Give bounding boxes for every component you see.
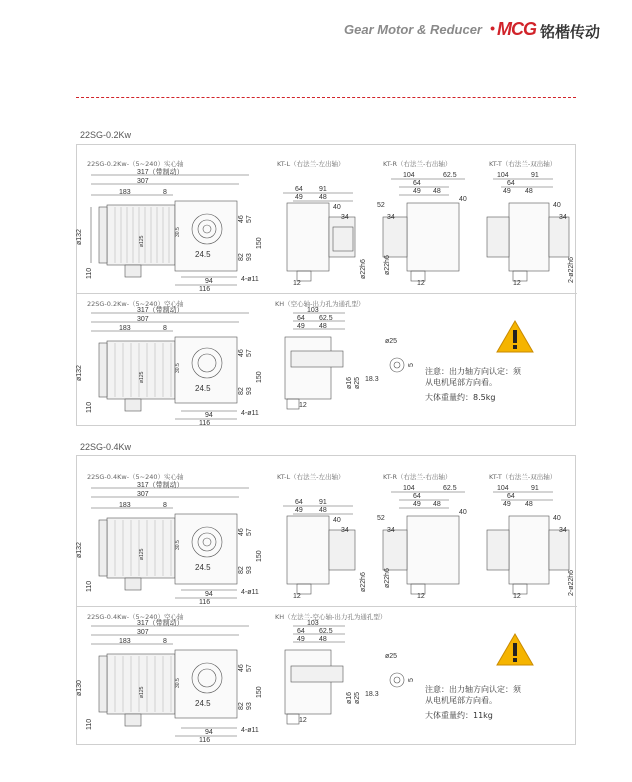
dim-82-h2: 82 — [238, 702, 245, 710]
dim-8: 8 — [163, 189, 167, 196]
dim-307-h: 307 — [137, 316, 149, 323]
dim-132: ø132 — [76, 229, 83, 245]
dim-12: 12 — [293, 280, 301, 287]
dim-125: ø125 — [139, 235, 145, 247]
panel-row-divider-2 — [77, 606, 577, 607]
dim-25-hole: ø25 — [385, 338, 398, 345]
page-header — [0, 18, 632, 42]
note-line-2: 从电机尾部方向看。 — [425, 378, 497, 387]
dim-94-h: 94 — [205, 412, 213, 419]
dim-82-2: 82 — [238, 566, 245, 574]
dim-150-2: 150 — [256, 550, 263, 562]
dim-183-h: 183 — [119, 325, 131, 332]
kh-drawing-2 — [273, 620, 433, 744]
dim-8-h: 8 — [163, 325, 167, 332]
dim-48-r2: 48 — [433, 501, 441, 508]
dim-110: 110 — [86, 267, 93, 279]
dim-2-22h6: 2-ø22h6 — [568, 256, 575, 283]
dim-64-t: 64 — [507, 180, 515, 187]
dim-91-2: 91 — [319, 499, 327, 506]
dim-12-r2: 12 — [417, 593, 425, 600]
dim-8-h2: 8 — [163, 638, 167, 645]
hollow-shaft-caption-2: 22SG-0.4Kw-（5~240）空心轴 — [87, 613, 184, 621]
dim-94: 94 — [205, 278, 213, 285]
dim-625: 62.5 — [443, 172, 457, 179]
dim-4-11-h2: 4-ø11 — [241, 727, 259, 734]
dim-625-kh2: 62.5 — [319, 628, 333, 635]
hollow-shaft-drawing — [77, 307, 272, 425]
dim-5-2: 5 — [408, 678, 415, 682]
dim-48-t: 48 — [525, 188, 533, 195]
dim-103: 103 — [307, 307, 319, 314]
dim-64: 64 — [295, 186, 303, 193]
dim-22h6-2: ø22h6 — [360, 572, 367, 592]
spec-panel-04kw — [76, 455, 576, 745]
section-title-02kw: 22SG-0.2Kw — [80, 130, 132, 140]
dim-52: 52 — [377, 202, 385, 209]
dim-305: 30.5 — [175, 227, 181, 237]
dim-12-t2: 12 — [513, 593, 521, 600]
dim-40: 40 — [333, 204, 341, 211]
dim-46-h2: 46 — [238, 664, 245, 672]
solid-shaft-drawing — [77, 167, 272, 293]
dim-103-2: 103 — [307, 620, 319, 627]
kt-t-drawing-2 — [483, 480, 577, 606]
dim-305-h: 30.5 — [175, 363, 181, 373]
weight-note: 大体重量约：8.5kg — [425, 393, 496, 402]
dim-91-t: 91 — [531, 172, 539, 179]
dim-132-2: ø132 — [76, 542, 83, 558]
brand-logo-text: 铭楷传动 — [539, 23, 600, 41]
dim-93-h: 93 — [246, 387, 253, 395]
warning-icon-2 — [495, 632, 535, 668]
spec-panel-02kw — [76, 144, 576, 426]
dim-34-t: 34 — [559, 214, 567, 221]
dim-125-h2: ø125 — [139, 686, 145, 698]
dim-49: 49 — [295, 194, 303, 201]
kh-caption-2: KH（左法兰-空心轴-出力孔为通孔型） — [275, 613, 387, 621]
dim-4-11-h: 4-ø11 — [241, 410, 259, 417]
note-line-2b: 从电机尾部方向看。 — [425, 696, 497, 705]
header-divider — [76, 97, 576, 98]
dim-49-2: 49 — [295, 507, 303, 514]
dim-40-r2: 40 — [459, 509, 467, 516]
dim-34-2: 34 — [341, 527, 349, 534]
dim-317-2: 317（带制动） — [137, 482, 184, 489]
dim-22h6: ø22h6 — [360, 259, 367, 279]
dim-64-r: 64 — [413, 180, 421, 187]
dim-2-22h6-2: 2-ø22h6 — [568, 569, 575, 596]
kt-t-caption: KT-T（右法兰-双出轴） — [489, 160, 557, 168]
dim-125-h: ø125 — [139, 371, 145, 383]
weight-note-2: 大体重量约：11kg — [425, 711, 493, 720]
dim-34: 34 — [341, 214, 349, 221]
dim-16: ø16 — [346, 376, 353, 389]
dim-110-2: 110 — [86, 580, 93, 592]
hollow-shaft-drawing-2 — [77, 620, 272, 744]
dim-307: 307 — [137, 178, 149, 185]
dim-64-r2: 64 — [413, 493, 421, 500]
dim-245: 24.5 — [195, 250, 211, 259]
dim-110-h: 110 — [86, 401, 93, 413]
dim-116: 116 — [199, 286, 211, 293]
dim-12-kh: 12 — [299, 402, 307, 409]
dim-49-r2: 49 — [413, 501, 421, 508]
dim-307-h2: 307 — [137, 629, 149, 636]
dim-48-kh: 48 — [319, 323, 327, 330]
dim-40-2: 40 — [333, 517, 341, 524]
dim-307-2: 307 — [137, 491, 149, 498]
dim-64-2: 64 — [295, 499, 303, 506]
dim-40-r: 40 — [459, 196, 467, 203]
dim-8-2: 8 — [163, 502, 167, 509]
dim-16-2: ø16 — [346, 691, 353, 704]
dim-183-2: 183 — [119, 502, 131, 509]
dim-25-hole2: ø25 — [385, 653, 398, 660]
dim-5: 5 — [408, 363, 415, 367]
kh-caption: KH（空心轴-出力孔为通孔型） — [275, 300, 365, 308]
dim-94-2: 94 — [205, 591, 213, 598]
dim-4-11: 4-ø11 — [241, 276, 259, 283]
dim-64-kh: 64 — [297, 315, 305, 322]
dim-12-r: 12 — [417, 280, 425, 287]
dim-48-t2: 48 — [525, 501, 533, 508]
dim-57-h: 57 — [246, 349, 253, 357]
dim-93-2: 93 — [246, 566, 253, 574]
dim-64-kh2: 64 — [297, 628, 305, 635]
dim-48: 48 — [319, 194, 327, 201]
dim-34-r2: 34 — [387, 527, 395, 534]
note-direction — [425, 366, 521, 403]
dim-57-h2: 57 — [246, 664, 253, 672]
dim-116-h2: 116 — [199, 737, 211, 744]
dim-245-2: 24.5 — [195, 563, 211, 572]
dim-183: 183 — [119, 189, 131, 196]
kt-r-caption: KT-R（右法兰-右出轴） — [383, 160, 452, 168]
dim-104-2: 104 — [403, 485, 415, 492]
brand-logo-mark: MCG — [497, 19, 536, 39]
dim-57-2: 57 — [246, 528, 253, 536]
dim-48-2: 48 — [319, 507, 327, 514]
note-line-1b: 注意：出力轴方向认定：须 — [425, 685, 521, 694]
kt-l-drawing-2 — [273, 480, 373, 606]
dim-40-t: 40 — [553, 202, 561, 209]
dim-132-h: ø132 — [76, 365, 83, 381]
header-separator-dot: • — [490, 20, 495, 36]
dim-46-2: 46 — [238, 528, 245, 536]
dim-317: 317（带制动） — [137, 169, 184, 176]
dim-317-h2: 317（带制动） — [137, 620, 184, 627]
dim-91: 91 — [319, 186, 327, 193]
dim-4-11-2: 4-ø11 — [241, 589, 259, 596]
hollow-shaft-caption: 22SG-0.2Kw-（5~240）空心轴 — [87, 300, 184, 308]
kt-r-drawing-2 — [377, 480, 481, 606]
dim-49-t: 49 — [503, 188, 511, 195]
dim-93: 93 — [246, 253, 253, 261]
dim-22h6-r2: ø22h6 — [384, 568, 391, 588]
dim-57: 57 — [246, 215, 253, 223]
dim-46-h: 46 — [238, 349, 245, 357]
dim-34-t2: 34 — [559, 527, 567, 534]
dim-150-h2: 150 — [256, 686, 263, 698]
kt-t-drawing — [483, 167, 577, 293]
dim-245-h2: 24.5 — [195, 699, 211, 708]
dim-82-h: 82 — [238, 387, 245, 395]
dim-94-h2: 94 — [205, 729, 213, 736]
dim-150-h: 150 — [256, 371, 263, 383]
dim-40-t2: 40 — [553, 515, 561, 522]
dim-34-r: 34 — [387, 214, 395, 221]
dim-25-kh2: ø25 — [354, 691, 361, 704]
warning-icon — [495, 319, 535, 355]
dim-49-t2: 49 — [503, 501, 511, 508]
dim-183b-2: 18.3 — [365, 691, 379, 698]
solid-shaft-caption: 22SG-0.2Kw-（5~240）实心轴 — [87, 160, 184, 168]
dim-104: 104 — [403, 172, 415, 179]
dim-49-r: 49 — [413, 188, 421, 195]
kt-l-caption-2: KT-L（右法兰-左出轴） — [277, 473, 345, 481]
dim-91-t2: 91 — [531, 485, 539, 492]
dim-12-2: 12 — [293, 593, 301, 600]
dim-104-t2: 104 — [497, 485, 509, 492]
dim-125-2: ø125 — [139, 548, 145, 560]
dim-305-h2: 30.5 — [175, 678, 181, 688]
kt-l-drawing — [273, 167, 373, 293]
dim-22h6-r: ø22h6 — [384, 255, 391, 275]
dim-625-kh: 62.5 — [319, 315, 333, 322]
note-direction-2 — [425, 684, 521, 721]
dim-104-t: 104 — [497, 172, 509, 179]
dim-116-h: 116 — [199, 420, 211, 427]
solid-shaft-drawing-2 — [77, 480, 272, 606]
dim-183b: 18.3 — [365, 376, 379, 383]
kt-r-caption-2: KT-R（右法兰-右出轴） — [383, 473, 452, 481]
dim-64-t2: 64 — [507, 493, 515, 500]
dim-130: ø130 — [76, 680, 83, 696]
dim-48-kh2: 48 — [319, 636, 327, 643]
dim-46: 46 — [238, 215, 245, 223]
header-tagline: Gear Motor & Reducer — [344, 22, 482, 37]
section-title-04kw: 22SG-0.4Kw — [80, 442, 132, 452]
dim-625-2: 62.5 — [443, 485, 457, 492]
dim-12-t: 12 — [513, 280, 521, 287]
panel-row-divider — [77, 293, 577, 294]
dim-116-2: 116 — [199, 599, 211, 606]
dim-48-r: 48 — [433, 188, 441, 195]
solid-shaft-caption-2: 22SG-0.4Kw-（5~240）实心轴 — [87, 473, 184, 481]
dim-317-h: 317（带制动） — [137, 307, 184, 314]
dim-82: 82 — [238, 253, 245, 261]
dim-150: 150 — [256, 237, 263, 249]
dim-52-2: 52 — [377, 515, 385, 522]
kt-l-caption: KT-L（右法兰-左出轴） — [277, 160, 345, 168]
dim-12-kh2: 12 — [299, 717, 307, 724]
kh-drawing — [273, 307, 433, 425]
kt-r-drawing — [377, 167, 481, 293]
dim-305-2: 30.5 — [175, 540, 181, 550]
note-line-1: 注意：出力轴方向认定：须 — [425, 367, 521, 376]
dim-110-h2: 110 — [86, 718, 93, 730]
dim-245-h: 24.5 — [195, 384, 211, 393]
dim-183-h2: 183 — [119, 638, 131, 645]
dim-25-kh: ø25 — [354, 376, 361, 389]
dim-49-kh: 49 — [297, 323, 305, 330]
kt-t-caption-2: KT-T（右法兰-双出轴） — [489, 473, 557, 481]
dim-93-h2: 93 — [246, 702, 253, 710]
dim-49-kh2: 49 — [297, 636, 305, 643]
